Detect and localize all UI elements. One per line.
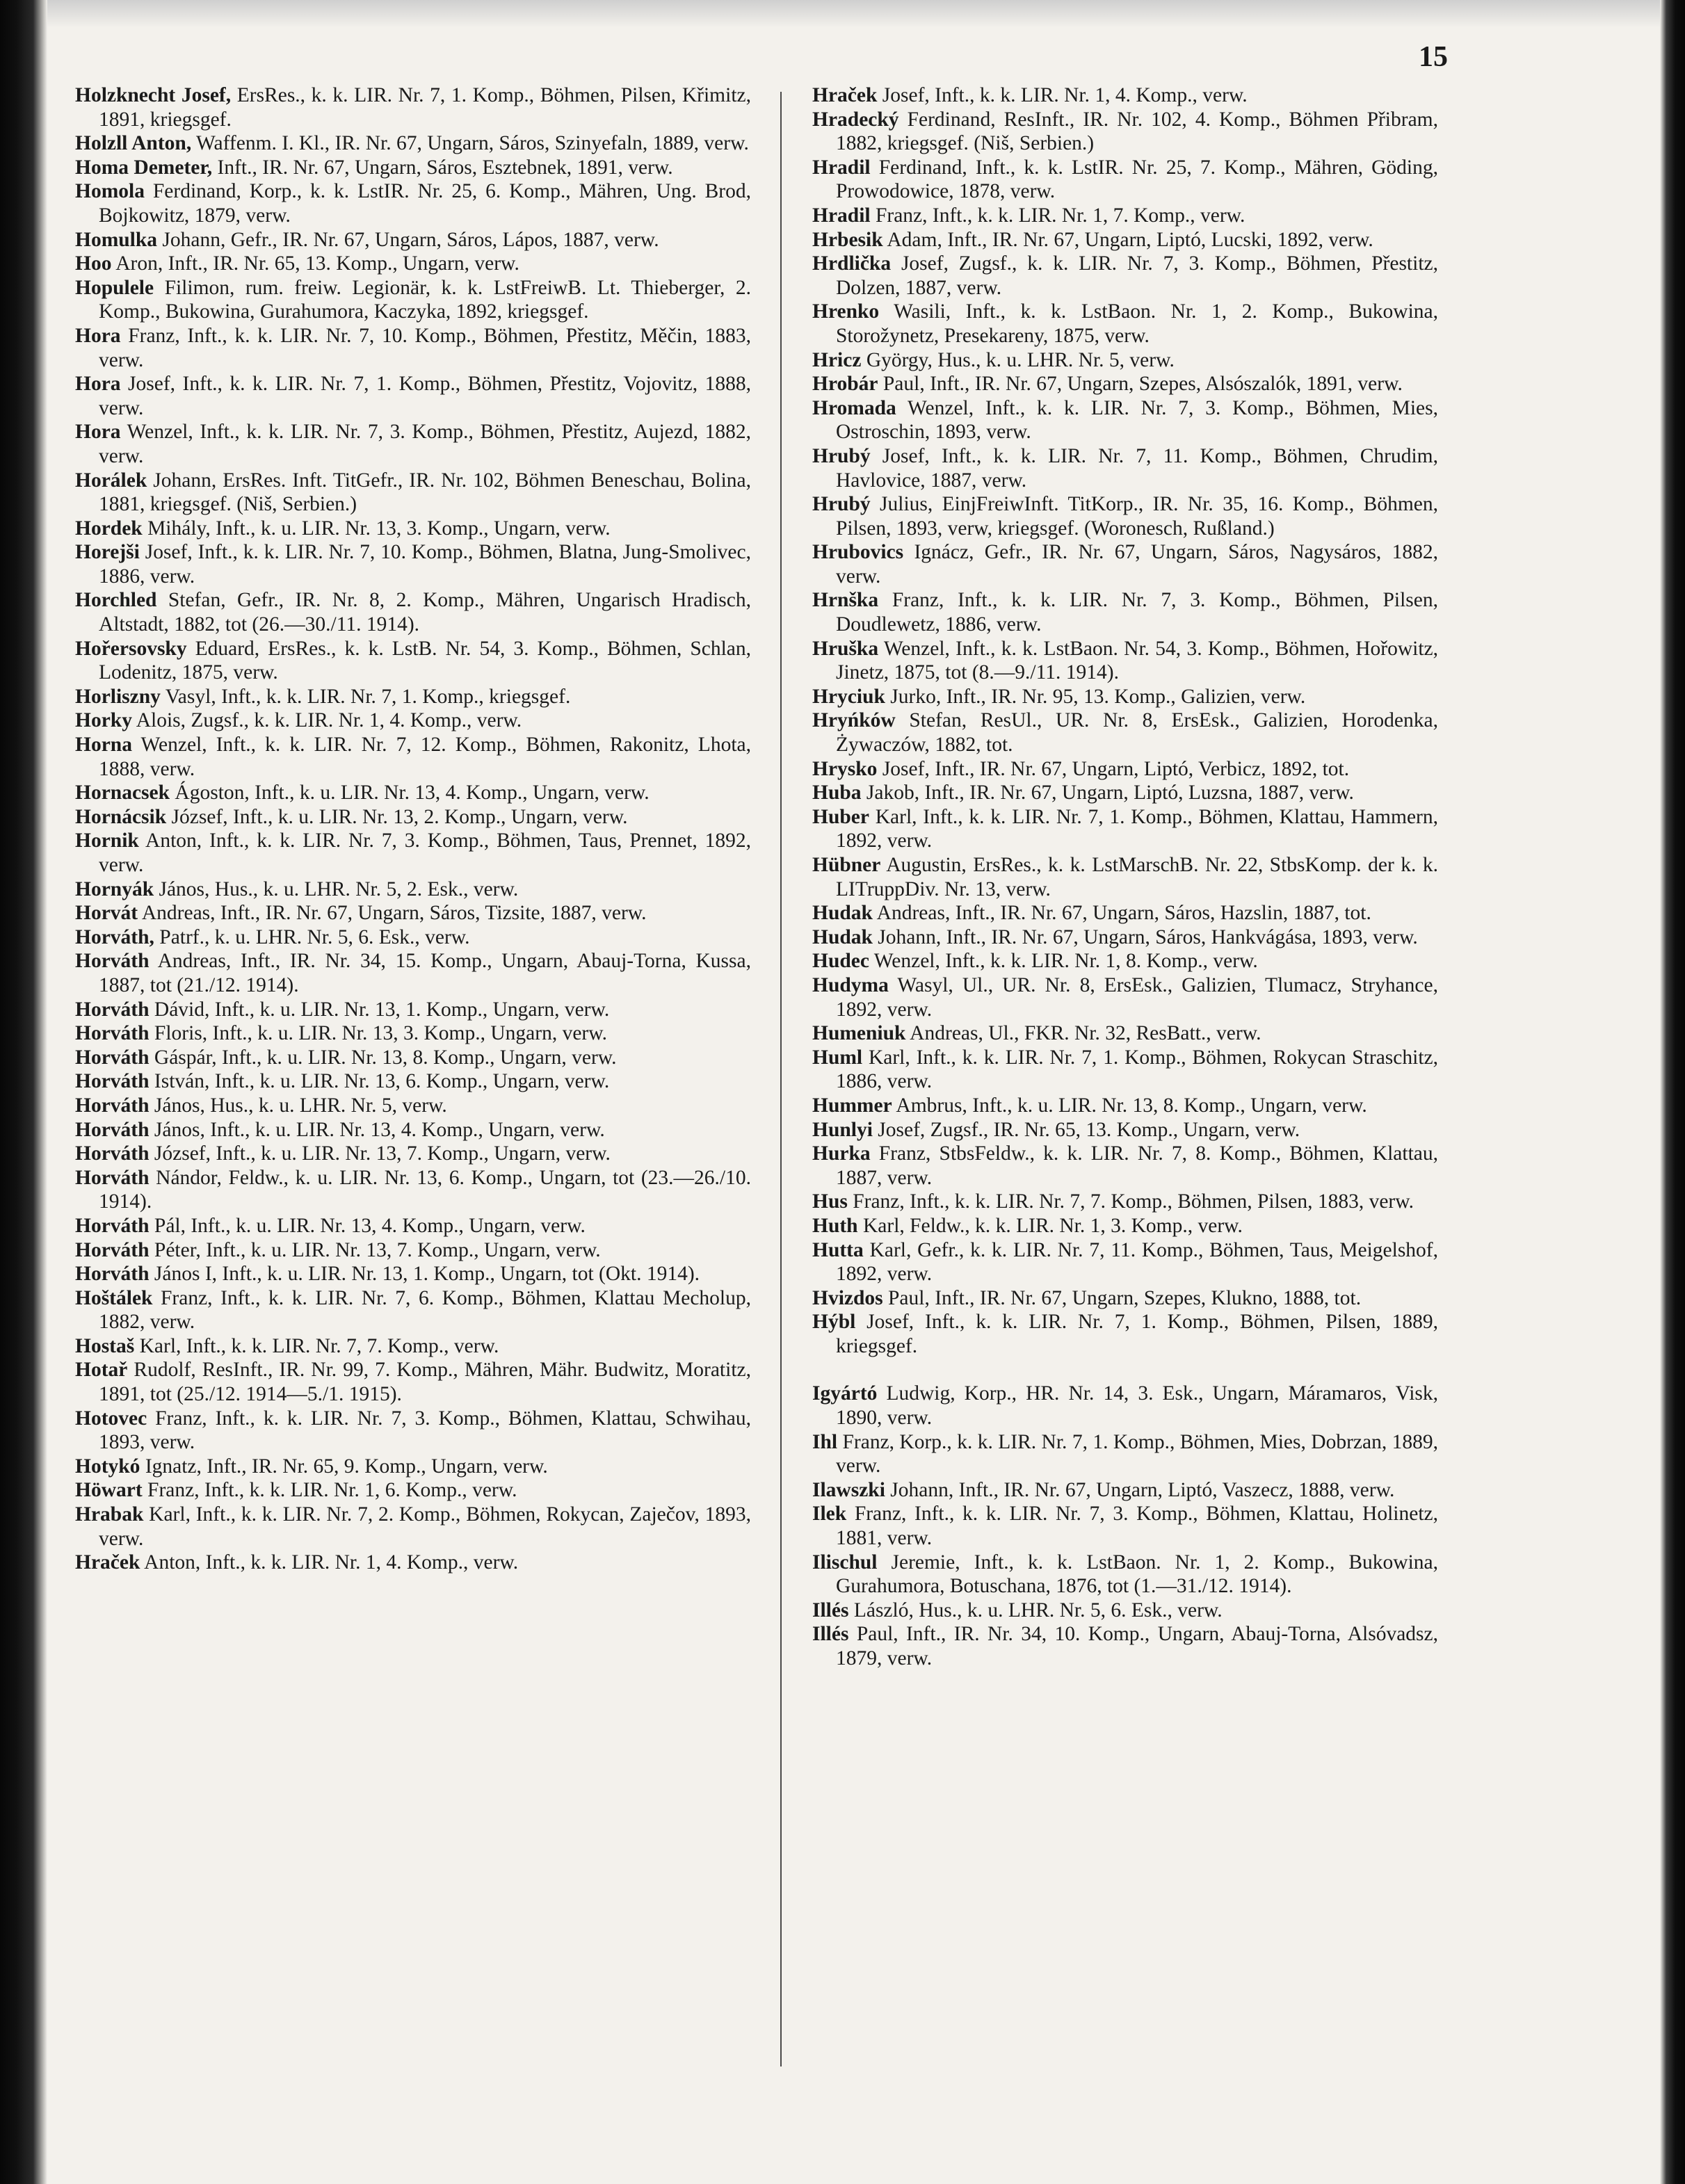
entry-surname: Illés [812, 1599, 849, 1621]
entry-details: Adam, Inft., IR. Nr. 67, Ungarn, Liptó, Lucski, 1892, verw. [882, 228, 1373, 251]
casualty-entry [812, 1214, 1438, 1238]
entry-surname: Horejši [75, 541, 140, 564]
entry-surname: Horváth [75, 1118, 150, 1141]
entry-surname: Hrubovics [812, 541, 904, 564]
entry-surname: Hummer [812, 1094, 892, 1117]
entry-surname: Horváth [75, 1022, 150, 1045]
entry-details: Ambrus, Inft., k. u. LIR. Nr. 13, 8. Komp., Ungarn, verw. [892, 1094, 1367, 1117]
casualty-entry [812, 1622, 1438, 1670]
casualty-entry [812, 228, 1438, 252]
entry-details: Josef, Inft., k. k. LIR. Nr. 7, 1. Komp., Böhmen, Přestitz, Vojovitz, 1888, verw. [99, 373, 751, 419]
casualty-entry [75, 179, 751, 227]
casualty-entry [812, 1046, 1438, 1094]
entry-surname: Holzll Anton, [75, 132, 192, 155]
entry-surname: Hotovec [75, 1407, 147, 1430]
entry-surname: Horvát [75, 902, 138, 925]
entry-details: Rudolf, ResInft., IR. Nr. 99, 7. Komp., Mähren, Mähr. Budwitz, Moratitz, 1891, tot (25./12. 1914—5./1. 1915). [99, 1359, 751, 1406]
casualty-entry [75, 949, 751, 997]
casualty-entry [75, 998, 751, 1022]
casualty-entry [75, 709, 751, 733]
casualty-entry [75, 1214, 751, 1238]
casualty-entry [75, 1334, 751, 1359]
casualty-entry [812, 685, 1438, 709]
casualty-entry [812, 204, 1438, 228]
entry-details: Paul, Inft., IR. Nr. 67, Ungarn, Szepes, Alsószalók, 1891, verw. [878, 373, 1403, 396]
entry-details: Karl, Inft., k. k. LIR. Nr. 7, 2. Komp., Böhmen, Rokycan, Zaječov, 1893, verw. [99, 1503, 751, 1550]
casualty-entry [75, 156, 751, 180]
casualty-entry [75, 1094, 751, 1118]
casualty-entry [75, 228, 751, 252]
entry-surname: Huba [812, 782, 862, 804]
casualty-entry [812, 1551, 1438, 1599]
entry-surname: Ihl [812, 1430, 838, 1453]
entry-surname: Humeniuk [812, 1022, 906, 1045]
entry-surname: Hryciuk [812, 685, 885, 708]
casualty-entry [812, 540, 1438, 588]
casualty-entry [75, 1142, 751, 1166]
casualty-entry [812, 1118, 1438, 1142]
entry-surname: Ilawszki [812, 1478, 885, 1501]
entry-details: János, Hus., k. u. LHR. Nr. 5, 2. Esk., verw. [154, 877, 519, 900]
entry-surname: Hromada [812, 396, 896, 419]
entry-details: Karl, Inft., k. k. LIR. Nr. 7, 1. Komp., Böhmen, Rokycan Straschitz, 1886, verw. [836, 1046, 1438, 1093]
entry-details: Vasyl, Inft., k. k. LIR. Nr. 7, 1. Komp., kriegsgef. [160, 685, 571, 708]
entry-surname: Hübner [812, 854, 881, 876]
casualty-entry [75, 1478, 751, 1503]
casualty-entry [812, 1286, 1438, 1311]
entry-details: Josef, Inft., k. k. LIR. Nr. 7, 11. Komp., Böhmen, Chrudim, Havlovice, 1887, verw. [836, 444, 1438, 492]
entry-surname: Hus [812, 1190, 848, 1213]
entry-details: Josef, Inft., k. k. LIR. Nr. 7, 1. Komp., Böhmen, Pilsen, 1889, kriegsgef. [836, 1311, 1438, 1357]
entry-details: Jakob, Inft., IR. Nr. 67, Ungarn, Liptó, Luzsna, 1887, verw. [861, 782, 1354, 804]
entry-details: Ágoston, Inft., k. u. LIR. Nr. 13, 4. Komp., Ungarn, verw. [170, 782, 650, 804]
entry-surname: Hotykó [75, 1455, 140, 1478]
entry-surname: Hudak [812, 925, 873, 948]
casualty-entry [812, 156, 1438, 204]
casualty-entry [75, 1551, 751, 1575]
entry-surname: Horváth [75, 1070, 150, 1093]
entry-details: Franz, Inft., k. k. LIR. Nr. 7, 6. Komp., Böhmen, Klattau Mecholup, 1882, verw. [99, 1286, 751, 1334]
casualty-entry [75, 901, 751, 925]
casualty-entry [812, 805, 1438, 853]
casualty-entry [75, 1455, 751, 1479]
entry-surname: Hurka [812, 1142, 871, 1165]
casualty-entry [75, 324, 751, 372]
casualty-entry [75, 1118, 751, 1142]
entry-details: Péter, Inft., k. u. LIR. Nr. 13, 7. Komp., Ungarn, verw. [149, 1238, 601, 1261]
entry-details: Ignatz, Inft., IR. Nr. 65, 9. Komp., Ungarn, verw. [140, 1455, 548, 1478]
entry-details: Franz, Korp., k. k. LIR. Nr. 7, 1. Komp., Böhmen, Mies, Dobrzan, 1889, verw. [836, 1430, 1438, 1478]
entry-surname: Hradil [812, 156, 871, 179]
entry-details: Filimon, rum. freiw. Legionär, k. k. LstFreiwB. Lt. Thieberger, 2. Komp., Bukowina, Gurahumora, Kaczyka, 1892, kriegsgef. [99, 276, 751, 323]
entry-details: Johann, ErsRes. Inft. TitGefr., IR. Nr. 102, Böhmen Beneschau, Bolina, 1881, kriegsgef. (Niš, Serbien.) [99, 469, 751, 516]
entry-surname: Ilek [812, 1503, 847, 1526]
entry-surname: Hora [75, 324, 121, 347]
entry-details: Johann, Inft., IR. Nr. 67, Ungarn, Sáros, Hankvágása, 1893, verw. [872, 925, 1418, 948]
entry-details: József, Inft., k. u. LIR. Nr. 13, 2. Komp., Ungarn, verw. [166, 805, 628, 828]
entry-details: Johann, Inft., IR. Nr. 67, Ungarn, Liptó, Vaszecz, 1888, verw. [885, 1478, 1395, 1501]
entry-surname: Hrysko [812, 757, 878, 780]
entry-surname: Horna [75, 734, 132, 757]
casualty-entry [75, 877, 751, 902]
entry-surname: Hudyma [812, 973, 889, 996]
entry-details: Ignácz, Gefr., IR. Nr. 67, Ungarn, Sáros, Nagysáros, 1882, verw. [836, 541, 1438, 588]
entry-surname: Hradil [812, 204, 871, 227]
entry-surname: Horváth, [75, 925, 154, 948]
entry-surname: Huth [812, 1214, 858, 1237]
casualty-entry [812, 781, 1438, 805]
entry-details: Pál, Inft., k. u. LIR. Nr. 13, 4. Komp., Ungarn, verw. [149, 1214, 586, 1237]
entry-details: Anton, Inft., k. k. LIR. Nr. 1, 4. Komp., verw. [140, 1551, 519, 1574]
entry-details: Gáspár, Inft., k. u. LIR. Nr. 13, 8. Komp., Ungarn, verw. [149, 1046, 617, 1069]
entry-details: Paul, Inft., IR. Nr. 34, 10. Komp., Ungarn, Abauj-Torna, Alsóvadsz, 1879, verw. [836, 1623, 1438, 1669]
entry-surname: Igyártó [812, 1382, 878, 1405]
entry-details: László, Hus., k. u. LHR. Nr. 5, 6. Esk., verw. [848, 1599, 1223, 1621]
casualty-entry [812, 637, 1438, 685]
entry-details: Anton, Inft., k. k. LIR. Nr. 7, 3. Komp., Böhmen, Taus, Prennet, 1892, verw. [99, 830, 751, 876]
entry-surname: Hrabak [75, 1503, 144, 1526]
entry-surname: Horváth [75, 1142, 150, 1165]
entry-details: Franz, Inft., k. k. LIR. Nr. 7, 10. Komp., Böhmen, Přestitz, Měčin, 1883, verw. [99, 324, 751, 371]
entry-details: Alois, Zugsf., k. k. LIR. Nr. 1, 4. Komp., verw. [131, 709, 522, 732]
entry-surname: Hornácsik [75, 805, 167, 828]
scan-shadow-left [0, 0, 47, 2184]
entry-details: Ferdinand, ResInft., IR. Nr. 102, 4. Komp., Böhmen Přibram, 1882, kriegsgef. (Niš, Serbien.) [836, 108, 1438, 155]
entry-details: Aron, Inft., IR. Nr. 65, 13. Komp., Ungarn, verw. [111, 252, 519, 275]
casualty-entry [75, 1503, 751, 1551]
entry-details: Eduard, ErsRes., k. k. LstB. Nr. 54, 3. Komp., Böhmen, Schlan, Lodenitz, 1875, verw. [99, 637, 751, 684]
casualty-entry [812, 348, 1438, 373]
casualty-entry [75, 1238, 751, 1263]
entry-details: Paul, Inft., IR. Nr. 67, Ungarn, Szepes, Klukno, 1888, tot. [882, 1286, 1362, 1309]
entry-details: Wenzel, Inft., k. k. LstBaon. Nr. 54, 3. Komp., Böhmen, Hořowitz, Jinetz, 1875, tot (8.—9./11. 1914). [836, 637, 1438, 684]
casualty-entry [812, 1094, 1438, 1118]
entry-surname: Hunlyi [812, 1118, 873, 1141]
entry-surname: Hrnška [812, 589, 879, 612]
entry-details: Franz, Inft., k. k. LIR. Nr. 7, 7. Komp., Böhmen, Pilsen, 1883, verw. [847, 1190, 1414, 1213]
casualty-entry [75, 1407, 751, 1455]
entry-surname: Hopulele [75, 276, 154, 299]
entry-surname: Homulka [75, 228, 158, 251]
entry-details: Karl, Inft., k. k. LIR. Nr. 7, 7. Komp., verw. [134, 1334, 499, 1357]
entry-details: Franz, Inft., k. k. LIR. Nr. 1, 7. Komp., verw. [870, 204, 1245, 227]
casualty-entry [75, 372, 751, 420]
entry-details: Stefan, Gefr., IR. Nr. 8, 2. Komp., Mähren, Ungarisch Hradisch, Altstadt, 1882, tot (26.—30./11. 1914). [99, 589, 751, 636]
entry-details: Josef, Inft., IR. Nr. 67, Ungarn, Liptó, Verbicz, 1892, tot. [877, 757, 1350, 780]
entry-surname: Horváth [75, 950, 150, 973]
casualty-entry [812, 1190, 1438, 1214]
entry-surname: Hrdlička [812, 252, 892, 275]
entry-surname: Hornacsek [75, 782, 170, 804]
casualty-entry [75, 805, 751, 830]
entry-details: György, Hus., k. u. LHR. Nr. 5, verw. [861, 348, 1175, 371]
casualty-entry [75, 1286, 751, 1334]
entry-surname: Hora [75, 421, 121, 444]
casualty-entry [812, 444, 1438, 492]
casualty-entry [812, 709, 1438, 757]
entry-details: Ludwig, Korp., HR. Nr. 14, 3. Esk., Ungarn, Máramaros, Visk, 1890, verw. [836, 1382, 1438, 1430]
casualty-entry [812, 1599, 1438, 1623]
entry-surname: Hostaš [75, 1334, 135, 1357]
casualty-entry [812, 1021, 1438, 1046]
entry-details: Andreas, Ul., FKR. Nr. 32, ResBatt., verw. [905, 1022, 1261, 1045]
entry-details: Jeremie, Inft., k. k. LstBaon. Nr. 1, 2. Komp., Bukowina, Gurahumora, Botuschana, 1876, tot (1.—31./12. 1914). [836, 1551, 1438, 1598]
entry-surname: Ilischul [812, 1551, 878, 1574]
entry-details: Wenzel, Inft., k. k. LIR. Nr. 7, 3. Komp., Böhmen, Mies, Ostroschin, 1893, verw. [836, 396, 1438, 444]
entry-details: Josef, Inft., k. k. LIR. Nr. 7, 10. Komp., Böhmen, Blatna, Jung-Smolivec, 1886, verw. [99, 541, 751, 588]
entry-surname: Hudak [812, 902, 873, 925]
casualty-entry [75, 925, 751, 950]
entry-surname: Holzknecht Josef, [75, 84, 232, 106]
entry-details: Franz, Inft., k. k. LIR. Nr. 1, 6. Komp., verw. [142, 1479, 517, 1502]
entry-surname: Hutta [812, 1238, 864, 1261]
left-column [75, 83, 751, 1575]
entry-surname: Horváth [75, 1214, 150, 1237]
casualty-entry [75, 276, 751, 324]
entry-surname: Horváth [75, 1094, 150, 1117]
column-divider [780, 92, 782, 2066]
entry-details: Karl, Inft., k. k. LIR. Nr. 7, 1. Komp., Böhmen, Klattau, Hammern, 1892, verw. [836, 805, 1438, 852]
entry-details: Karl, Feldw., k. k. LIR. Nr. 1, 3. Komp., verw. [857, 1214, 1243, 1237]
casualty-entry [75, 781, 751, 805]
right-column [812, 83, 1438, 1671]
entry-details: János, Hus., k. u. LHR. Nr. 5, verw. [149, 1094, 447, 1117]
entry-surname: Homola [75, 180, 145, 203]
casualty-entry [812, 588, 1438, 636]
entry-details: Andreas, Inft., IR. Nr. 67, Ungarn, Sáros, Hazslin, 1887, tot. [872, 902, 1371, 925]
casualty-entry [812, 853, 1438, 901]
casualty-entry [812, 1142, 1438, 1190]
entry-details: Franz, Inft., k. k. LIR. Nr. 7, 3. Komp., Böhmen, Pilsen, Doudlewetz, 1886, verw. [836, 589, 1438, 636]
casualty-entry [75, 1358, 751, 1406]
entry-surname: Horky [75, 709, 132, 732]
entry-details: Johann, Gefr., IR. Nr. 67, Ungarn, Sáros, Lápos, 1887, verw. [157, 228, 659, 251]
entry-surname: Hudec [812, 950, 869, 973]
entry-details: Wasyl, Ul., UR. Nr. 8, ErsEsk., Galizien, Tlumacz, Stryhance, 1892, verw. [836, 973, 1438, 1021]
entry-details: Nándor, Feldw., k. u. LIR. Nr. 13, 6. Komp., Ungarn, tot (23.—26./10. 1914). [99, 1166, 751, 1213]
entry-details: István, Inft., k. u. LIR. Nr. 13, 6. Komp., Ungarn, verw. [149, 1070, 610, 1093]
entry-surname: Hraček [812, 84, 878, 106]
casualty-entry [75, 469, 751, 517]
entry-details: Floris, Inft., k. u. LIR. Nr. 13, 3. Komp., Ungarn, verw. [149, 1022, 608, 1045]
entry-details: Franz, Inft., k. k. LIR. Nr. 7, 3. Komp., Böhmen, Klattau, Schwihau, 1893, verw. [99, 1407, 751, 1454]
entry-details: Jurko, Inft., IR. Nr. 95, 13. Komp., Galizien, verw. [885, 685, 1306, 708]
entry-details: Josef, Zugsf., k. k. LIR. Nr. 7, 3. Komp., Böhmen, Přestitz, Dolzen, 1887, verw. [836, 252, 1438, 299]
entry-details: ErsRes., k. k. LIR. Nr. 7, 1. Komp., Böhmen, Pilsen, Křimitz, 1891, kriegsgef. [99, 84, 751, 131]
entry-details: Wenzel, Inft., k. k. LIR. Nr. 7, 12. Komp., Böhmen, Rakonitz, Lhota, 1888, verw. [99, 734, 751, 780]
entry-details: Stefan, ResUl., UR. Nr. 8, ErsEsk., Galizien, Horodenka, Żywaczów, 1882, tot. [836, 709, 1438, 757]
entry-surname: Hořersovsky [75, 637, 187, 660]
casualty-entry [812, 1310, 1438, 1358]
casualty-entry [812, 396, 1438, 444]
entry-surname: Hýbl [812, 1311, 856, 1334]
scan-shadow-right [1660, 0, 1685, 2184]
entry-details: Patrf., k. u. LHR. Nr. 5, 6. Esk., verw. [154, 925, 470, 948]
casualty-entry [75, 252, 751, 276]
entry-surname: Hoo [75, 252, 112, 275]
entry-details: Andreas, Inft., IR. Nr. 67, Ungarn, Sáros, Tizsite, 1887, verw. [138, 902, 647, 925]
casualty-entry [75, 1262, 751, 1286]
casualty-entry [812, 372, 1438, 396]
entry-details: János, Inft., k. u. LIR. Nr. 13, 4. Komp., Ungarn, verw. [149, 1118, 605, 1141]
casualty-entry [75, 1166, 751, 1214]
entry-surname: Hryńków [812, 709, 896, 732]
casualty-entry [75, 1046, 751, 1070]
entry-details: Mihály, Inft., k. u. LIR. Nr. 13, 3. Komp., Ungarn, verw. [142, 517, 611, 540]
casualty-entry [812, 108, 1438, 156]
casualty-entry [812, 949, 1438, 973]
casualty-entry [75, 420, 751, 468]
entry-details: Augustin, ErsRes., k. k. LstMarschB. Nr. 22, StbsKomp. der k. k. LITruppDiv. Nr. 13, verw. [836, 854, 1438, 900]
casualty-entry [75, 829, 751, 877]
entry-details: Wasili, Inft., k. k. LstBaon. Nr. 1, 2. Komp., Bukowina, Storožynetz, Presekareny, 1875, verw. [836, 300, 1438, 347]
entry-surname: Horváth [75, 1238, 150, 1261]
entry-details: József, Inft., k. u. LIR. Nr. 13, 7. Komp., Ungarn, verw. [149, 1142, 611, 1165]
entry-details: Wenzel, Inft., k. k. LIR. Nr. 1, 8. Komp., verw. [869, 950, 1258, 973]
entry-details: Ferdinand, Inft., k. k. LstIR. Nr. 25, 7. Komp., Mähren, Göding, Prowodowice, 1878, verw. [836, 156, 1438, 203]
casualty-entry [812, 1478, 1438, 1503]
entry-surname: Huber [812, 805, 869, 828]
casualty-entry [75, 685, 751, 709]
entry-surname: Horliszny [75, 685, 161, 708]
entry-surname: Huml [812, 1046, 863, 1069]
entry-details: Ferdinand, Korp., k. k. LstIR. Nr. 25, 6. Komp., Mähren, Ung. Brod, Bojkowitz, 1879, verw. [99, 180, 751, 227]
entry-surname: Hvizdos [812, 1286, 883, 1309]
section-gap [812, 1358, 1438, 1382]
entry-surname: Hora [75, 373, 121, 396]
entry-surname: Hruška [812, 637, 879, 660]
entry-surname: Hrobár [812, 373, 878, 396]
entry-details: Franz, StbsFeldw., k. k. LIR. Nr. 7, 8. Komp., Böhmen, Klattau, 1887, verw. [836, 1142, 1438, 1189]
entry-surname: Hraček [75, 1551, 140, 1574]
entry-details: Karl, Gefr., k. k. LIR. Nr. 7, 11. Komp., Böhmen, Taus, Meigelshof, 1892, verw. [836, 1238, 1438, 1286]
entry-surname: Hricz [812, 348, 862, 371]
entry-surname: Illés [812, 1623, 849, 1646]
casualty-entry [812, 300, 1438, 348]
entry-surname: Hotař [75, 1359, 128, 1382]
entry-details: Josef, Inft., k. k. LIR. Nr. 1, 4. Komp., verw. [877, 84, 1248, 106]
casualty-entry [812, 1502, 1438, 1550]
casualty-entry [812, 492, 1438, 540]
entry-surname: Hrbesik [812, 228, 883, 251]
casualty-entry [75, 588, 751, 636]
entry-surname: Hornyák [75, 877, 154, 900]
casualty-entry [75, 540, 751, 588]
casualty-entry [812, 83, 1438, 108]
casualty-entry [75, 1069, 751, 1094]
scan-shadow-top [0, 0, 1685, 28]
entry-surname: Horváth [75, 1046, 150, 1069]
entry-surname: Hradecký [812, 108, 899, 131]
casualty-entry [812, 1430, 1438, 1478]
casualty-entry [75, 83, 751, 131]
casualty-entry [75, 733, 751, 781]
casualty-entry [812, 901, 1438, 925]
entry-surname: Horváth [75, 1166, 150, 1189]
entry-surname: Hrenko [812, 300, 880, 323]
casualty-entry [812, 252, 1438, 300]
entry-details: Waffenm. I. Kl., IR. Nr. 67, Ungarn, Sáros, Szinyefaln, 1889, verw. [191, 132, 749, 155]
entry-surname: Horváth [75, 998, 150, 1021]
casualty-entry [812, 925, 1438, 950]
casualty-entry [812, 1238, 1438, 1286]
page-number: 15 [1419, 41, 1448, 73]
entry-surname: Homa Demeter, [75, 156, 213, 179]
casualty-entry [75, 131, 751, 156]
entry-details: János I, Inft., k. u. LIR. Nr. 13, 1. Komp., Ungarn, tot (Okt. 1914). [149, 1263, 700, 1286]
casualty-entry [812, 1382, 1438, 1430]
entry-details: Julius, EinjFreiwInft. TitKorp., IR. Nr. 35, 16. Komp., Böhmen, Pilsen, 1893, verw, kriegsgef. (Woronesch, Rußland.) [836, 493, 1438, 540]
entry-details: Andreas, Inft., IR. Nr. 34, 15. Komp., Ungarn, Abauj-Torna, Kussa, 1887, tot (21./12. 1914). [99, 950, 751, 996]
entry-surname: Höwart [75, 1479, 143, 1502]
entry-details: Josef, Zugsf., IR. Nr. 65, 13. Komp., Ungarn, verw. [872, 1118, 1300, 1141]
entry-surname: Horálek [75, 469, 147, 492]
entry-details: Inft., IR. Nr. 67, Ungarn, Sáros, Esztebnek, 1891, verw. [212, 156, 673, 179]
entry-details: Franz, Inft., k. k. LIR. Nr. 7, 3. Komp., Böhmen, Klattau, Holinetz, 1881, verw. [836, 1503, 1438, 1550]
entry-surname: Horchled [75, 589, 157, 612]
entry-surname: Hoštálek [75, 1286, 153, 1309]
entry-details: Dávid, Inft., k. u. LIR. Nr. 13, 1. Komp., Ungarn, verw. [149, 998, 610, 1021]
casualty-entry [812, 973, 1438, 1021]
casualty-entry [812, 757, 1438, 782]
entry-surname: Hordek [75, 517, 143, 540]
casualty-entry [75, 1021, 751, 1046]
entry-details: Wenzel, Inft., k. k. LIR. Nr. 7, 3. Komp., Böhmen, Přestitz, Aujezd, 1882, verw. [99, 421, 751, 467]
entry-surname: Horváth [75, 1263, 150, 1286]
entry-surname: Hrubý [812, 493, 871, 516]
entry-surname: Hrubý [812, 444, 871, 467]
entry-surname: Hornik [75, 830, 139, 852]
casualty-entry [75, 517, 751, 541]
casualty-entry [75, 637, 751, 685]
